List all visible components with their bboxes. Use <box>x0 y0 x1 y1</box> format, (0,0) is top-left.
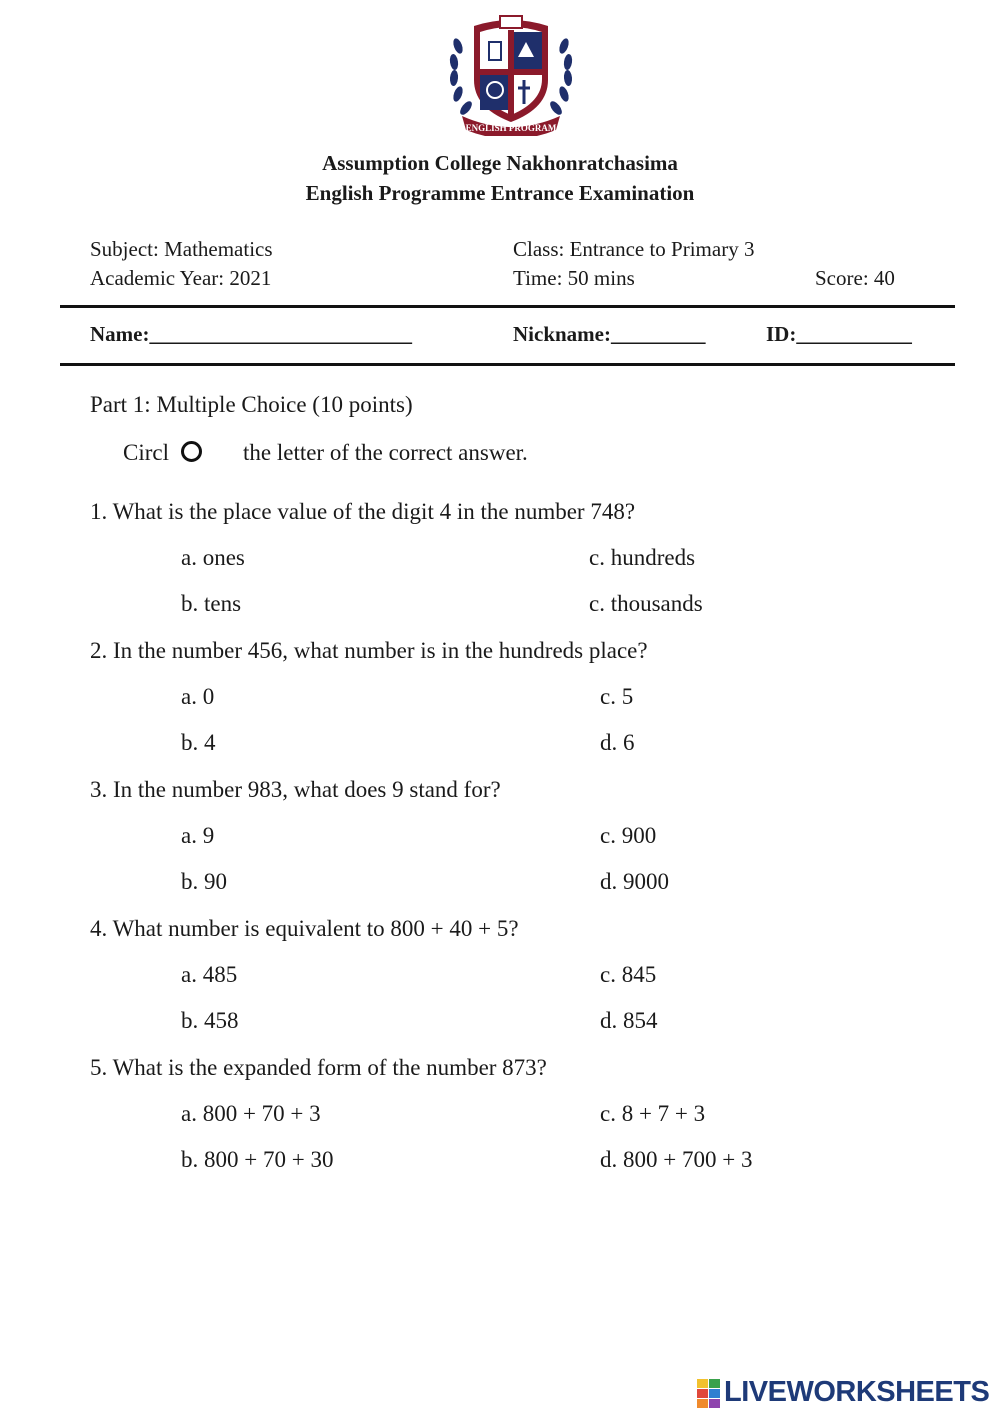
subject-label: Subject: Mathematics <box>90 237 273 261</box>
question-2: 2. In the number 456, what number is in the hundreds place? <box>90 638 648 663</box>
bottom-divider <box>60 363 955 366</box>
q3-option-a[interactable]: a. 9 <box>181 823 215 848</box>
q1-option-a[interactable]: a. ones <box>181 545 245 570</box>
nickname-field[interactable]: Nickname:_________ <box>513 322 706 346</box>
liveworksheets-logo[interactable] <box>697 1375 989 1409</box>
circle-icon <box>181 441 202 462</box>
q5-option-d[interactable]: d. 800 + 700 + 3 <box>600 1147 753 1172</box>
school-crest-logo <box>444 12 578 136</box>
school-heading <box>0 148 1000 208</box>
q2-option-b[interactable]: b. 4 <box>181 730 216 755</box>
liveworksheets-brand-text: LIVEWORKSHEETS <box>724 1375 990 1408</box>
q5-option-a[interactable]: a. 800 + 70 + 3 <box>181 1101 321 1126</box>
question-3: 3. In the number 983, what does 9 stand for? <box>90 777 501 802</box>
instruction-start: Circl <box>123 440 169 465</box>
q1-option-c[interactable]: c. hundreds <box>589 545 696 570</box>
academic-year-label: Academic Year: 2021 <box>90 266 272 290</box>
exam-title: English Programme Entrance Examination <box>305 181 695 205</box>
q5-option-b[interactable]: b. 800 + 70 + 30 <box>181 1147 334 1172</box>
school-name: Assumption College Nakhonratchasima <box>322 151 678 175</box>
q2-option-a[interactable]: a. 0 <box>181 684 215 709</box>
question-1: 1. What is the place value of the digit 4 in the number 748? <box>90 499 636 524</box>
q1-option-b[interactable]: b. tens <box>181 591 242 616</box>
score-label: Score: 40 <box>815 266 895 290</box>
q1-option-d[interactable]: c. thousands <box>589 591 703 616</box>
id-field[interactable]: ID:___________ <box>766 322 912 346</box>
question-4: 4. What number is equivalent to 800 + 40 + 5? <box>90 916 519 941</box>
q5-option-c[interactable]: c. 8 + 7 + 3 <box>600 1101 706 1126</box>
q4-option-b[interactable]: b. 458 <box>181 1008 239 1033</box>
q2-option-d[interactable]: d. 6 <box>600 730 635 755</box>
name-field[interactable]: Name:_________________________ <box>90 322 412 346</box>
top-divider <box>60 305 955 308</box>
time-label: Time: 50 mins <box>513 266 635 290</box>
q4-option-d[interactable]: d. 854 <box>600 1008 658 1033</box>
q3-option-c[interactable]: c. 900 <box>600 823 657 848</box>
q2-option-c[interactable]: c. 5 <box>600 684 634 709</box>
q3-option-d[interactable]: d. 9000 <box>600 869 669 894</box>
question-5: 5. What is the expanded form of the number 873? <box>90 1055 547 1080</box>
q4-option-c[interactable]: c. 845 <box>600 962 657 987</box>
part1-title: Part 1: Multiple Choice (10 points) <box>90 392 413 417</box>
q3-option-b[interactable]: b. 90 <box>181 869 227 894</box>
instruction-end: the letter of the correct answer. <box>243 440 528 465</box>
crest-banner-text: ENGLISH PROGRAM <box>465 123 557 133</box>
class-label: Class: Entrance to Primary 3 <box>513 237 755 261</box>
liveworksheets-icon <box>697 1377 721 1407</box>
q4-option-a[interactable]: a. 485 <box>181 962 238 987</box>
